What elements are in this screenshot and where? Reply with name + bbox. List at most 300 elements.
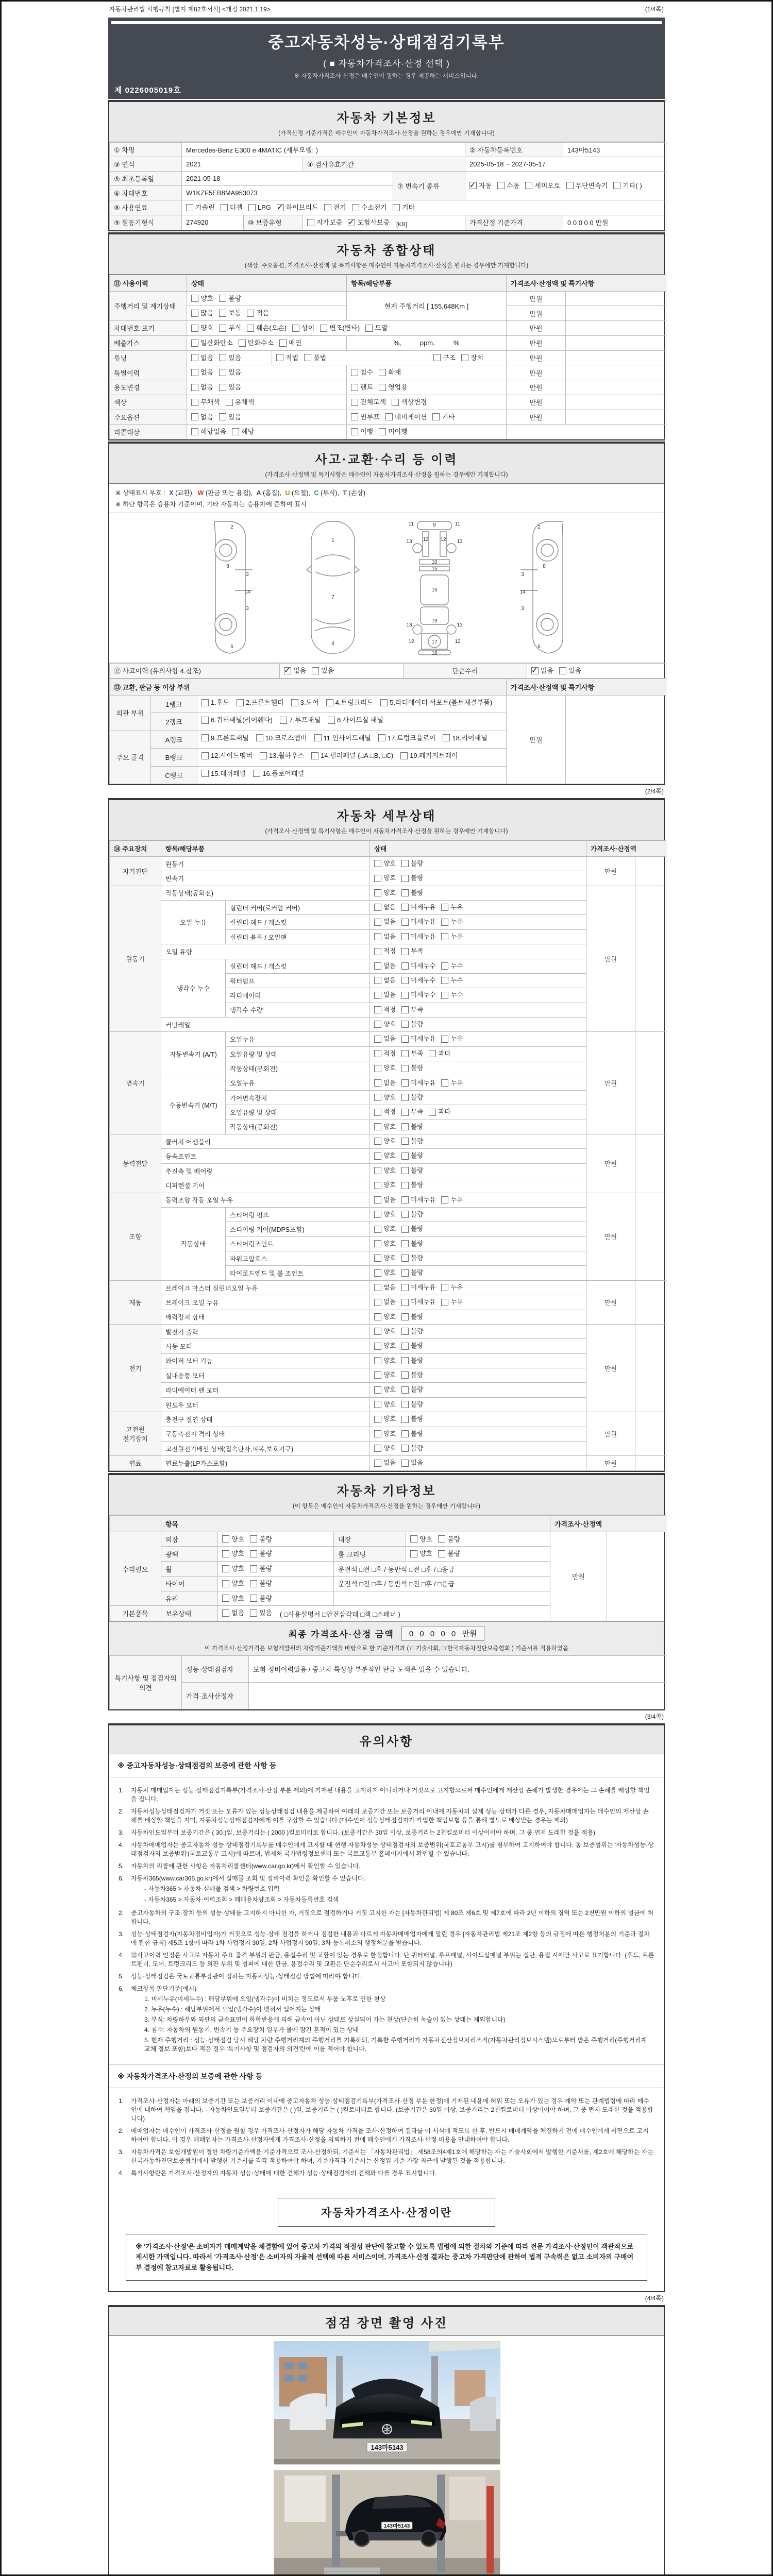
checkbox-box-icon[interactable] bbox=[248, 204, 256, 211]
checkbox-양호[interactable]: 양호 bbox=[222, 1594, 244, 1604]
checkbox-box-icon[interactable] bbox=[374, 1079, 381, 1087]
checkbox-침수[interactable]: 침수 bbox=[351, 367, 373, 378]
checkbox-box-icon[interactable] bbox=[219, 354, 226, 361]
checkbox-box-icon[interactable] bbox=[374, 1343, 381, 1350]
checkbox-적정[interactable]: 적정 bbox=[374, 1005, 396, 1015]
checkbox-양호[interactable]: 양호 bbox=[374, 1341, 396, 1351]
checkbox-없음[interactable]: 없음 bbox=[191, 367, 213, 378]
part-checkbox-5.라디에이터 서포트(볼트체결부품)[interactable]: 5.라디에이터 서포트(볼트체결부품) bbox=[380, 698, 492, 708]
checkbox-미세누유[interactable]: 미세누유 bbox=[401, 1195, 435, 1205]
part-checkbox-7.루프패널[interactable]: 7.루프패널 bbox=[280, 715, 321, 725]
checkbox-미세누유[interactable]: 미세누유 bbox=[401, 1078, 435, 1088]
checkbox-불량[interactable]: 불량 bbox=[401, 1020, 423, 1029]
checkbox-box-icon[interactable] bbox=[374, 875, 381, 882]
checkbox-없음[interactable]: ✓ 없음 bbox=[531, 666, 553, 676]
checkbox-box-icon[interactable] bbox=[222, 1565, 229, 1572]
checkbox-LPG[interactable]: LPG bbox=[248, 202, 271, 213]
checkbox-box-icon[interactable] bbox=[401, 948, 409, 955]
checkbox-box-icon[interactable] bbox=[531, 667, 539, 674]
checkbox-누유[interactable]: 누유 bbox=[441, 1297, 463, 1307]
checkbox-box-icon[interactable] bbox=[191, 325, 198, 332]
checkbox-없음[interactable]: 없음 bbox=[191, 412, 213, 422]
checkbox-양호[interactable]: 양호 bbox=[374, 873, 396, 883]
checkbox-box-icon[interactable] bbox=[201, 752, 209, 759]
checkbox-무단변속기[interactable]: 무단변속기 bbox=[566, 181, 608, 191]
checkbox-box-icon[interactable] bbox=[219, 325, 226, 332]
checkbox-불량[interactable]: 불량 bbox=[401, 1327, 423, 1336]
checkbox-box-icon[interactable] bbox=[401, 1255, 409, 1262]
checkbox-box-icon[interactable] bbox=[410, 1535, 417, 1543]
checkbox-불량[interactable]: 불량 bbox=[401, 1210, 423, 1219]
checkbox-전기[interactable]: 전기 bbox=[324, 202, 346, 213]
checkbox-없음[interactable]: 없음 bbox=[374, 1458, 396, 1468]
checkbox-box-icon[interactable] bbox=[429, 1050, 436, 1057]
checkbox-box-icon[interactable] bbox=[348, 219, 355, 226]
checkbox-변조(변타)[interactable]: 변조(변타) bbox=[320, 323, 360, 333]
checkbox-불량[interactable]: 불량 bbox=[401, 1385, 423, 1395]
checkbox-box-icon[interactable] bbox=[441, 1079, 448, 1087]
checkbox-유채색[interactable]: 유채색 bbox=[226, 397, 255, 408]
part-checkbox-2.프론트휀더[interactable]: 2.프론트휀더 bbox=[237, 698, 284, 708]
checkbox-불량[interactable]: 불량 bbox=[219, 294, 241, 304]
part-checkbox-8.사이드실 패널[interactable]: 8.사이드실 패널 bbox=[328, 715, 383, 725]
checkbox-없음[interactable]: 없음 bbox=[374, 932, 396, 942]
checkbox-box-icon[interactable] bbox=[374, 1109, 381, 1116]
checkbox-누유[interactable]: 누유 bbox=[441, 903, 463, 912]
checkbox-세미오토[interactable]: 세미오토 bbox=[525, 181, 560, 191]
checkbox-없음[interactable]: 없음 bbox=[374, 1078, 396, 1088]
checkbox-box-icon[interactable] bbox=[374, 933, 381, 940]
part-checkbox-11.인사이드패널[interactable]: 11.인사이드패널 bbox=[314, 733, 371, 743]
checkbox-자동[interactable]: ✓ 자동 bbox=[469, 181, 492, 191]
checkbox-box-icon[interactable] bbox=[250, 1550, 257, 1557]
checkbox-box-icon[interactable] bbox=[292, 325, 299, 332]
checkbox-box-icon[interactable] bbox=[385, 413, 393, 420]
checkbox-누유[interactable]: 누유 bbox=[441, 932, 463, 942]
part-checkbox-18.리어패널[interactable]: 18.리어패널 bbox=[443, 733, 487, 743]
checkbox-없음[interactable]: 없음 bbox=[191, 382, 213, 393]
checkbox-box-icon[interactable] bbox=[247, 310, 254, 317]
checkbox-box-icon[interactable] bbox=[374, 1138, 381, 1145]
checkbox-box-icon[interactable] bbox=[401, 1401, 409, 1408]
checkbox-적정[interactable]: 적정 bbox=[374, 1107, 396, 1117]
checkbox-box-icon[interactable] bbox=[441, 933, 448, 940]
checkbox-box-icon[interactable] bbox=[186, 204, 193, 211]
checkbox-box-icon[interactable] bbox=[374, 889, 381, 896]
checkbox-양호[interactable]: 양호 bbox=[374, 1020, 396, 1029]
checkbox-box-icon[interactable] bbox=[222, 1609, 229, 1617]
checkbox-box-icon[interactable] bbox=[559, 667, 566, 674]
checkbox-box-icon[interactable] bbox=[256, 734, 263, 741]
checkbox-box-icon[interactable] bbox=[191, 369, 198, 376]
checkbox-box-icon[interactable] bbox=[401, 1153, 409, 1160]
checkbox-과다[interactable]: 과다 bbox=[429, 1107, 450, 1117]
checkbox-box-icon[interactable] bbox=[191, 310, 198, 317]
checkbox-미세누유[interactable]: 미세누유 bbox=[401, 932, 435, 942]
checkbox-미세누수[interactable]: 미세누수 bbox=[401, 976, 435, 986]
checkbox-없음[interactable]: 없음 bbox=[374, 990, 396, 1000]
checkbox-없음[interactable]: 없음 bbox=[374, 903, 396, 912]
checkbox-box-icon[interactable] bbox=[374, 1021, 381, 1028]
checkbox-box-icon[interactable] bbox=[219, 413, 226, 420]
checkbox-box-icon[interactable] bbox=[247, 325, 254, 332]
checkbox-해당없음[interactable]: 해당없음 bbox=[191, 427, 226, 437]
checkbox-box-icon[interactable] bbox=[401, 1050, 409, 1057]
checkbox-box-icon[interactable] bbox=[401, 860, 409, 867]
checkbox-누수[interactable]: 누수 bbox=[441, 990, 463, 1000]
checkbox-box-icon[interactable] bbox=[374, 1445, 381, 1452]
checkbox-불량[interactable]: 불량 bbox=[401, 1224, 423, 1234]
checkbox-box-icon[interactable] bbox=[374, 1430, 381, 1437]
checkbox-양호[interactable]: 양호 bbox=[374, 1239, 396, 1249]
checkbox-양호[interactable]: 양호 bbox=[374, 1253, 396, 1263]
checkbox-box-icon[interactable] bbox=[191, 428, 198, 435]
checkbox-누수[interactable]: 누수 bbox=[441, 961, 463, 971]
checkbox-미세누유[interactable]: 미세누유 bbox=[401, 903, 435, 912]
checkbox-없음[interactable]: 없음 bbox=[374, 961, 396, 971]
checkbox-box-icon[interactable] bbox=[222, 1535, 229, 1543]
checkbox-누수[interactable]: 누수 bbox=[441, 976, 463, 986]
checkbox-양호[interactable]: 양호 bbox=[374, 1385, 396, 1395]
checkbox-없음[interactable]: 없음 bbox=[374, 1034, 396, 1044]
checkbox-box-icon[interactable] bbox=[374, 1401, 381, 1408]
checkbox-없음[interactable]: 없음 bbox=[374, 1195, 396, 1205]
checkbox-box-icon[interactable] bbox=[312, 667, 319, 674]
checkbox-box-icon[interactable] bbox=[379, 384, 386, 391]
checkbox-적음[interactable]: 적음 bbox=[247, 308, 269, 318]
checkbox-box-icon[interactable] bbox=[401, 1079, 409, 1087]
checkbox-기타( )[interactable]: 기타( ) bbox=[613, 181, 642, 191]
checkbox-불량[interactable]: 불량 bbox=[401, 1444, 423, 1453]
checkbox-box-icon[interactable] bbox=[374, 1386, 381, 1394]
checkbox-box-icon[interactable] bbox=[226, 399, 233, 406]
checkbox-box-icon[interactable] bbox=[401, 1386, 409, 1394]
checkbox-box-icon[interactable] bbox=[401, 1123, 409, 1130]
checkbox-box-icon[interactable] bbox=[401, 992, 409, 999]
checkbox-미세누유[interactable]: 미세누유 bbox=[401, 1283, 435, 1293]
checkbox-불량[interactable]: 불량 bbox=[250, 1564, 272, 1574]
checkbox-box-icon[interactable] bbox=[401, 1021, 409, 1028]
checkbox-누유[interactable]: 누유 bbox=[441, 1283, 463, 1293]
checkbox-가솔린[interactable]: 가솔린 bbox=[186, 202, 215, 213]
checkbox-box-icon[interactable] bbox=[401, 1138, 409, 1145]
checkbox-box-icon[interactable] bbox=[219, 310, 226, 317]
checkbox-box-icon[interactable] bbox=[566, 182, 574, 189]
checkbox-box-icon[interactable] bbox=[374, 1328, 381, 1335]
checkbox-box-icon[interactable] bbox=[401, 1357, 409, 1364]
checkbox-있음[interactable]: 있음 bbox=[219, 367, 241, 378]
checkbox-box-icon[interactable] bbox=[284, 667, 291, 674]
checkbox-box-icon[interactable] bbox=[401, 1445, 409, 1452]
checkbox-box-icon[interactable] bbox=[441, 992, 448, 999]
checkbox-box-icon[interactable] bbox=[410, 1550, 417, 1557]
checkbox-양호[interactable]: 양호 bbox=[374, 1268, 396, 1278]
checkbox-있음[interactable]: 있음 bbox=[401, 1458, 423, 1468]
checkbox-색상변경[interactable]: 색상변경 bbox=[392, 397, 427, 408]
checkbox-양호[interactable]: 양호 bbox=[374, 1312, 396, 1322]
checkbox-box-icon[interactable] bbox=[191, 413, 198, 420]
checkbox-box-icon[interactable] bbox=[401, 1313, 409, 1320]
checkbox-box-icon[interactable] bbox=[401, 1299, 409, 1306]
checkbox-box-icon[interactable] bbox=[374, 1123, 381, 1130]
checkbox-box-icon[interactable] bbox=[401, 1343, 409, 1350]
part-checkbox-4.트렁크리드[interactable]: 4.트렁크리드 bbox=[326, 698, 374, 708]
checkbox-누유[interactable]: 누유 bbox=[441, 917, 463, 927]
checkbox-box-icon[interactable] bbox=[277, 204, 284, 211]
checkbox-box-icon[interactable] bbox=[401, 977, 409, 984]
checkbox-box-icon[interactable] bbox=[441, 977, 448, 984]
checkbox-수소전기[interactable]: 수소전기 bbox=[352, 202, 387, 213]
checkbox-box-icon[interactable] bbox=[401, 1240, 409, 1247]
checkbox-장치[interactable]: 장치 bbox=[461, 353, 483, 363]
checkbox-box-icon[interactable] bbox=[374, 1284, 381, 1291]
checkbox-양호[interactable]: 양호 bbox=[374, 1400, 396, 1410]
checkbox-box-icon[interactable] bbox=[351, 413, 358, 420]
part-checkbox-10.크로스멤버[interactable]: 10.크로스멤버 bbox=[256, 733, 307, 743]
checkbox-기타[interactable]: 기타 bbox=[432, 412, 455, 422]
checkbox-양호[interactable]: 양호 bbox=[374, 1151, 396, 1161]
checkbox-이행[interactable]: 이행 bbox=[351, 427, 373, 437]
checkbox-box-icon[interactable] bbox=[441, 962, 448, 970]
checkbox-box-icon[interactable] bbox=[525, 182, 532, 189]
checkbox-box-icon[interactable] bbox=[374, 1036, 381, 1043]
checkbox-box-icon[interactable] bbox=[351, 384, 358, 391]
checkbox-양호[interactable]: 양호 bbox=[374, 1370, 396, 1380]
checkbox-box-icon[interactable] bbox=[374, 1240, 381, 1247]
checkbox-box-icon[interactable] bbox=[222, 1595, 229, 1602]
checkbox-box-icon[interactable] bbox=[374, 1153, 381, 1160]
part-checkbox-17.트렁크플로어[interactable]: 17.트렁크플로어 bbox=[378, 733, 435, 743]
checkbox-부족[interactable]: 부족 bbox=[401, 1107, 423, 1117]
checkbox-없음[interactable]: 없음 bbox=[374, 1297, 396, 1307]
checkbox-box-icon[interactable] bbox=[469, 182, 477, 189]
checkbox-box-icon[interactable] bbox=[379, 369, 386, 376]
checkbox-box-icon[interactable] bbox=[374, 1269, 381, 1277]
checkbox-훼손(오손)[interactable]: 훼손(오손) bbox=[247, 323, 287, 333]
checkbox-있음[interactable]: 있음 bbox=[312, 666, 334, 676]
checkbox-box-icon[interactable] bbox=[201, 717, 209, 724]
checkbox-부족[interactable]: 부족 bbox=[401, 1005, 423, 1015]
checkbox-불량[interactable]: 불량 bbox=[401, 1180, 423, 1190]
checkbox-없음[interactable]: 없음 bbox=[191, 353, 213, 363]
checkbox-box-icon[interactable] bbox=[374, 962, 381, 970]
checkbox-양호[interactable]: 양호 bbox=[374, 859, 396, 869]
checkbox-box-icon[interactable] bbox=[401, 1371, 409, 1379]
checkbox-box-icon[interactable] bbox=[351, 428, 358, 435]
checkbox-box-icon[interactable] bbox=[401, 962, 409, 970]
checkbox-box-icon[interactable] bbox=[374, 1255, 381, 1262]
checkbox-box-icon[interactable] bbox=[443, 734, 450, 741]
checkbox-미세누유[interactable]: 미세누유 bbox=[401, 1297, 435, 1307]
checkbox-box-icon[interactable] bbox=[374, 1460, 381, 1467]
checkbox-불량[interactable]: 불량 bbox=[401, 1166, 423, 1176]
checkbox-box-icon[interactable] bbox=[374, 1211, 381, 1218]
checkbox-box-icon[interactable] bbox=[324, 204, 331, 211]
checkbox-기타[interactable]: 기타 bbox=[393, 202, 415, 213]
part-checkbox-9.프론트패널[interactable]: 9.프론트패널 bbox=[201, 733, 249, 743]
checkbox-양호[interactable]: 양호 bbox=[191, 323, 213, 333]
checkbox-box-icon[interactable] bbox=[374, 992, 381, 999]
checkbox-자가보증[interactable]: 자가보증 bbox=[307, 217, 342, 228]
checkbox-box-icon[interactable] bbox=[401, 1006, 409, 1013]
checkbox-box-icon[interactable] bbox=[401, 1211, 409, 1218]
checkbox-양호[interactable]: 양호 bbox=[374, 1180, 396, 1190]
checkbox-적정[interactable]: 적정 bbox=[374, 946, 396, 956]
checkbox-box-icon[interactable] bbox=[401, 1167, 409, 1174]
checkbox-box-icon[interactable] bbox=[280, 717, 287, 724]
checkbox-양호[interactable]: 양호 bbox=[222, 1564, 244, 1574]
checkbox-양호[interactable]: 양호 bbox=[374, 1327, 396, 1336]
checkbox-부족[interactable]: 부족 bbox=[401, 1049, 423, 1059]
checkbox-box-icon[interactable] bbox=[328, 717, 335, 724]
checkbox-적정[interactable]: 적정 bbox=[374, 1049, 396, 1059]
checkbox-양호[interactable]: 양호 bbox=[374, 1166, 396, 1176]
checkbox-box-icon[interactable] bbox=[374, 1006, 381, 1013]
checkbox-양호[interactable]: 양호 bbox=[374, 1063, 396, 1073]
checkbox-일산화탄소[interactable]: 일산화탄소 bbox=[191, 338, 233, 348]
checkbox-불량[interactable]: 불량 bbox=[250, 1594, 272, 1604]
checkbox-양호[interactable]: 양호 bbox=[374, 1137, 396, 1146]
checkbox-무채색[interactable]: 무채색 bbox=[191, 397, 220, 408]
checkbox-불량[interactable]: 불량 bbox=[401, 888, 423, 898]
checkbox-양호[interactable]: 양호 bbox=[374, 1224, 396, 1234]
checkbox-영업용[interactable]: 영업용 bbox=[379, 382, 408, 393]
checkbox-불량[interactable]: 불량 bbox=[401, 1400, 423, 1410]
checkbox-box-icon[interactable] bbox=[237, 699, 244, 706]
checkbox-box-icon[interactable] bbox=[191, 295, 198, 302]
checkbox-box-icon[interactable] bbox=[191, 384, 198, 391]
checkbox-box-icon[interactable] bbox=[232, 428, 239, 435]
checkbox-양호[interactable]: 양호 bbox=[374, 1210, 396, 1219]
checkbox-box-icon[interactable] bbox=[374, 1050, 381, 1057]
checkbox-양호[interactable]: 양호 bbox=[374, 1122, 396, 1132]
checkbox-box-icon[interactable] bbox=[374, 1357, 381, 1364]
checkbox-불법[interactable]: 불법 bbox=[304, 353, 326, 363]
checkbox-적법[interactable]: 적법 bbox=[276, 353, 298, 363]
checkbox-있음[interactable]: 있음 bbox=[250, 1608, 272, 1618]
checkbox-box-icon[interactable] bbox=[497, 182, 505, 189]
part-checkbox-14.필러패널 (□A □B, □C)[interactable]: 14.필러패널 (□A □B, □C) bbox=[311, 751, 393, 761]
checkbox-box-icon[interactable] bbox=[201, 699, 209, 706]
checkbox-네비게이션[interactable]: 네비게이션 bbox=[385, 412, 427, 422]
checkbox-불량[interactable]: 불량 bbox=[401, 1151, 423, 1161]
checkbox-box-icon[interactable] bbox=[219, 384, 226, 391]
part-checkbox-6.쿼터패널(리어휀다)[interactable]: 6.쿼터패널(리어휀다) bbox=[201, 715, 273, 725]
checkbox-부족[interactable]: 부족 bbox=[401, 946, 423, 956]
checkbox-box-icon[interactable] bbox=[250, 1535, 257, 1543]
checkbox-불량[interactable]: 불량 bbox=[401, 1122, 423, 1132]
checkbox-미세누수[interactable]: 미세누수 bbox=[401, 990, 435, 1000]
checkbox-불량[interactable]: 불량 bbox=[401, 1341, 423, 1351]
checkbox-불량[interactable]: 불량 bbox=[401, 1137, 423, 1146]
checkbox-box-icon[interactable] bbox=[401, 933, 409, 940]
checkbox-box-icon[interactable] bbox=[250, 1609, 257, 1617]
part-checkbox-13.휠하우스[interactable]: 13.휠하우스 bbox=[260, 751, 304, 761]
checkbox-box-icon[interactable] bbox=[401, 1416, 409, 1423]
checkbox-box-icon[interactable] bbox=[401, 1109, 409, 1116]
checkbox-box-icon[interactable] bbox=[441, 1036, 448, 1043]
checkbox-도말[interactable]: 도말 bbox=[365, 323, 388, 333]
checkbox-box-icon[interactable] bbox=[401, 1284, 409, 1291]
checkbox-하이브리드[interactable]: ✓ 하이브리드 bbox=[277, 202, 318, 213]
part-checkbox-3.도어[interactable]: 3.도어 bbox=[291, 698, 319, 708]
checkbox-box-icon[interactable] bbox=[374, 948, 381, 955]
checkbox-box-icon[interactable] bbox=[401, 889, 409, 896]
checkbox-box-icon[interactable] bbox=[314, 734, 322, 741]
checkbox-있음[interactable]: 있음 bbox=[219, 412, 241, 422]
checkbox-box-icon[interactable] bbox=[250, 1595, 257, 1602]
checkbox-양호[interactable]: 양호 bbox=[374, 1414, 396, 1424]
checkbox-box-icon[interactable] bbox=[304, 354, 311, 361]
checkbox-box-icon[interactable] bbox=[222, 1550, 229, 1557]
checkbox-불량[interactable]: 불량 bbox=[401, 1414, 423, 1424]
checkbox-box-icon[interactable] bbox=[374, 860, 381, 867]
checkbox-불량[interactable]: 불량 bbox=[401, 859, 423, 869]
checkbox-box-icon[interactable] bbox=[401, 1269, 409, 1277]
checkbox-box-icon[interactable] bbox=[380, 699, 388, 706]
checkbox-양호[interactable]: 양호 bbox=[374, 1429, 396, 1439]
checkbox-box-icon[interactable] bbox=[320, 325, 327, 332]
checkbox-box-icon[interactable] bbox=[374, 904, 381, 911]
checkbox-box-icon[interactable] bbox=[441, 1196, 448, 1204]
checkbox-box-icon[interactable] bbox=[374, 1371, 381, 1379]
checkbox-box-icon[interactable] bbox=[191, 354, 198, 361]
checkbox-box-icon[interactable] bbox=[433, 354, 441, 361]
checkbox-box-icon[interactable] bbox=[401, 1182, 409, 1189]
checkbox-box-icon[interactable] bbox=[374, 1313, 381, 1320]
checkbox-미이행[interactable]: 미이행 bbox=[379, 427, 408, 437]
checkbox-box-icon[interactable] bbox=[401, 919, 409, 926]
checkbox-box-icon[interactable] bbox=[378, 734, 385, 741]
checkbox-box-icon[interactable] bbox=[374, 1065, 381, 1072]
checkbox-box-icon[interactable] bbox=[239, 340, 246, 347]
checkbox-box-icon[interactable] bbox=[401, 1430, 409, 1437]
checkbox-box-icon[interactable] bbox=[461, 354, 468, 361]
checkbox-box-icon[interactable] bbox=[250, 1565, 257, 1572]
checkbox-양호[interactable]: 양호 bbox=[191, 294, 213, 304]
checkbox-box-icon[interactable] bbox=[250, 1580, 257, 1587]
checkbox-box-icon[interactable] bbox=[401, 1460, 409, 1467]
checkbox-box-icon[interactable] bbox=[374, 1094, 381, 1101]
checkbox-box-icon[interactable] bbox=[276, 354, 283, 361]
checkbox-box-icon[interactable] bbox=[201, 770, 209, 777]
checkbox-box-icon[interactable] bbox=[613, 182, 620, 189]
checkbox-box-icon[interactable] bbox=[291, 699, 298, 706]
checkbox-수동[interactable]: 수동 bbox=[497, 181, 519, 191]
part-checkbox-19.패키지트레이[interactable]: 19.패키지트레이 bbox=[400, 751, 458, 761]
checkbox-box-icon[interactable] bbox=[191, 340, 198, 347]
checkbox-없음[interactable]: ✓ 없음 bbox=[284, 666, 306, 676]
checkbox-불량[interactable]: 불량 bbox=[401, 1312, 423, 1322]
checkbox-box-icon[interactable] bbox=[191, 399, 198, 406]
checkbox-불량[interactable]: 불량 bbox=[401, 1429, 423, 1439]
checkbox-렌트[interactable]: 렌트 bbox=[351, 382, 373, 393]
checkbox-양호[interactable]: 양호 bbox=[374, 1093, 396, 1103]
checkbox-미세누수[interactable]: 미세누수 bbox=[401, 961, 435, 971]
checkbox-불량[interactable]: 불량 bbox=[250, 1549, 272, 1559]
checkbox-box-icon[interactable] bbox=[374, 977, 381, 984]
checkbox-해당[interactable]: 해당 bbox=[232, 427, 254, 437]
checkbox-불량[interactable]: 불량 bbox=[401, 1253, 423, 1263]
checkbox-box-icon[interactable] bbox=[400, 752, 408, 759]
checkbox-있음[interactable]: 있음 bbox=[219, 353, 241, 363]
checkbox-box-icon[interactable] bbox=[393, 204, 400, 211]
checkbox-box-icon[interactable] bbox=[441, 1299, 448, 1306]
checkbox-box-icon[interactable] bbox=[260, 752, 267, 759]
checkbox-box-icon[interactable] bbox=[219, 295, 226, 302]
checkbox-box-icon[interactable] bbox=[374, 1416, 381, 1423]
checkbox-box-icon[interactable] bbox=[441, 904, 448, 911]
